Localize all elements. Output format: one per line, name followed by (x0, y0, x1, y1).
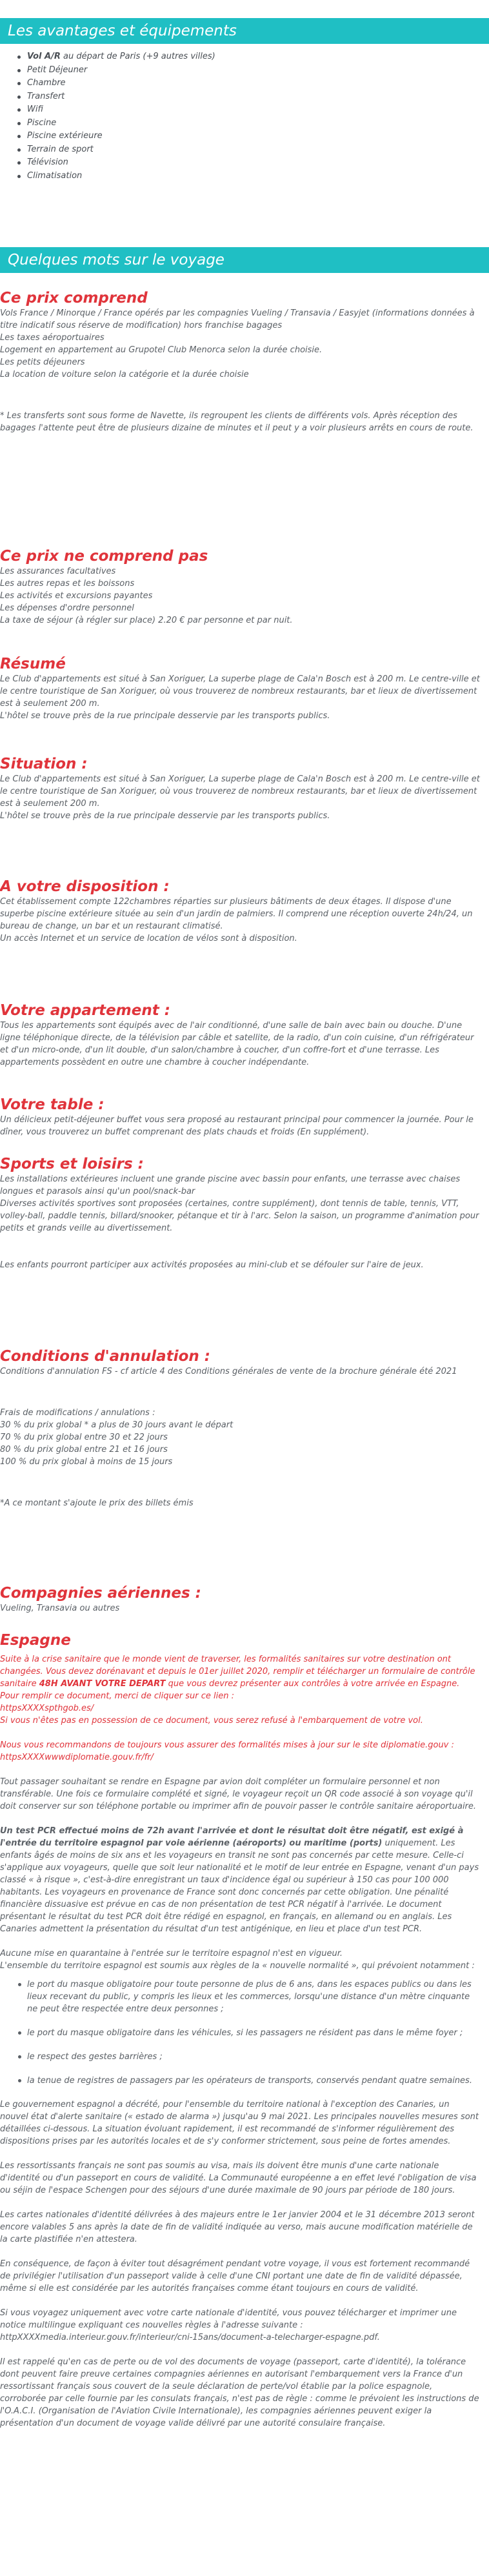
avantage-item-text: Terrain de sport (27, 144, 94, 154)
avantage-item (0, 64, 480, 77)
prix-ne-comprend-title: Ce prix ne comprend pas (0, 548, 208, 565)
disposition-text-2: Un accès Internet et un service de location de vélos sont à disposition. (0, 934, 297, 943)
avantage-item-text: Wifi (27, 105, 43, 114)
resume-text: Le Club d'appartements est situé à San Xoriguer, La superbe plage de Cala'n Bosch est à 200 m. Le centre-ville et le centre touristique de San Xoriguer, où vous trouverez de nombreux restaurants, bar et lieux de divertissement est à seulement 200 m. (0, 674, 480, 709)
avantage-item-text: Transfert (27, 91, 65, 101)
prix-comprend-line: La location de voiture selon la catégorie et la durée choisie (0, 370, 249, 379)
prix-comprend-line: Les petits déjeuners (0, 357, 85, 367)
prix-ne-comprend-line: Les activités et excursions payantes (0, 591, 153, 601)
prix-ne-comprend-line: La taxe de séjour (à régler sur place) 2.20 € par personne et par nuit. (0, 616, 293, 625)
espagne-p5: Le gouvernement espagnol a décrété, pour l'ensemble du territoire national à l'exception des Canaries, un nouvel état d'alerte sanitaire (« estado de alarma ») jusqu'au 9 mai 2021. Les principales nouvelles mesures sont détaillées ci-dessous. La situation évoluant rapidement, il est recommandé de s'informer régulièrement des dispositions prises par les autorités locales et de s'y conformer strictement, sous peine de fortes amendes. (0, 2100, 479, 2146)
espagne-p8: En conséquence, de façon à éviter tout désagrément pendant votre voyage, il vous est fortement recommandé de privilégier l'utilisation d'un passeport valide à celle d'une CNI portant une date de fin de validité dépassée, même si elle est considérée par les autorités françaises comme étant toujours en cours de validité. (0, 2259, 470, 2293)
avantage-item (0, 117, 480, 130)
espagne-p6: Les ressortissants français ne sont pas soumis au visa, mais ils doivent être munis d'une carte nationale d'identité ou d'un passeport en cours de validité. La Communauté européenne a en effet levé l'obligation de visa ou séjin de l'espace Schengen pour des séjours d'une durée maximale de 90 jours par période de 180 jours. (0, 2161, 477, 2195)
situation-title: Situation : (0, 756, 88, 772)
espagne-bullet: le respect des gestes barrières ; (0, 2051, 480, 2063)
compagnies-title: Compagnies aériennes : (0, 1585, 201, 1602)
table-section (0, 1096, 489, 1138)
espagne-alert-text: Suite à la crise sanitaire que le monde vient de traverser, les formalités sanitaires sur votre destination ont changées. Vous devez dorénavant et depuis le 01er juillet 2020, remplir et télécharger un formulaire de contrôle sanitaire (0, 1655, 475, 1689)
annulation-line: 70 % du prix global entre 30 et 22 jours (0, 1433, 168, 1442)
situation-text: Le Club d'appartements est situé à San Xoriguer, La superbe plage de Cala'n Bosch est à 200 m. Le centre-ville et le centre touristique de San Xoriguer, où vous trouverez de nombreux restaurants, bar et lieux de divertissement est à seulement 200 m. (0, 774, 480, 809)
annulation-line: 30 % du prix global * a plus de 30 jours avant le départ (0, 1420, 234, 1430)
sports-text: Les installations extérieures incluent une grande piscine avec bassin pour enfants, une terrasse avec chaises longues et parasols ainsi qu'un pool/snack-bar (0, 1174, 461, 1196)
avantages-list-container (0, 50, 489, 183)
annulation-line: 100 % du prix global à moins de 15 jours (0, 1457, 173, 1467)
section-header-avantages: Les avantages et équipements (0, 18, 489, 44)
resume-title: Résumé (0, 656, 66, 672)
annulation-line: Frais de modifications / annulations : (0, 1408, 155, 1418)
prix-comprend-line: Les taxes aéroportuaires (0, 333, 105, 343)
disposition-section (0, 878, 489, 945)
espagne-bullets (0, 1978, 480, 2087)
sports-section (0, 1155, 489, 1271)
annulation-line: 80 % du prix global entre 21 et 16 jours (0, 1445, 168, 1454)
espagne-p4: L'ensemble du territoire espagnol est soumis aux règles de la « nouvelle normalité », qui prévoient notamment : (0, 1961, 475, 1971)
avantage-item (0, 156, 480, 170)
avantages-list (0, 50, 480, 183)
avantage-item (0, 143, 480, 157)
annulation-title: Conditions d'annulation : (0, 1348, 210, 1365)
espagne-alert-end: que vous devrez présenter aux contrôles à votre arrivée en Espagne. (165, 1679, 460, 1689)
avantage-item (0, 170, 480, 183)
prix-ne-comprend-section (0, 547, 489, 627)
avantage-item-bold: Vol A/R (27, 52, 61, 61)
annulation-lines (0, 1407, 480, 1468)
compagnies-text: Vueling, Transavia ou autres (0, 1604, 120, 1613)
prix-comprend-line: Logement en appartement au Grupotel Club Menorca selon la durée choisie. (0, 345, 323, 355)
prix-comprend-title: Ce prix comprend (0, 290, 148, 307)
annulation-section (0, 1347, 489, 1509)
sports-text-2: Diverses activités sportives sont proposées (certaines, contre supplément), dont tennis de table, tennis, VTT, volley-ball, paddle tennis, billard/snooker, pétanque et tir à l'arc. Selon la saison, un programme d'animation pour petits et grands veille au divertissement. (0, 1199, 479, 1233)
espagne-p9: Si vous voyagez uniquement avec votre carte nationale d'identité, vous pouvez télécharger et imprimer une notice multilingue expliquant ces nouvelles règles à l'adresse suivante : httpXXXXmedia.interieur.gouv.fr/interieur/cni-15ans/document-a-telecharger-espagne.pdf. (0, 2308, 457, 2342)
avantage-item-text: Télévision (27, 157, 68, 167)
avantage-item-text: Chambre (27, 78, 66, 88)
espagne-section (0, 1631, 489, 2430)
table-text: Un délicieux petit-déjeuner buffet vous sera proposé au restaurant principal pour commencer la journée. Pour le dîner, vous trouverez un buffet comprenant des plats chauds et froids (En supplément). (0, 1115, 474, 1137)
espagne-p2-text: uniquement. Les enfants âgés de moins de six ans et les voyageurs en transit ne sont pas concernés par cette mesure. Celle-ci s'applique aux voyageurs, quelle que soit leur nationalité et le motif de leur entrée en Espagne, venant d'un pays classé « à risque », c'est-à-dire enregistrant un taux d'incidence égal ou supérieur à 150 cas pour 100 000 habitants. Les voyageurs en provenance de France sont donc concernés par cette obligation. Une pénalité financière dissuasive est prévue en cas de non présentation de test PCR négatif à l'arrivée. Le document présentant le résultat du test PCR doit être rédigé en espagnol, en français, en allemand ou en anglais. Les Canaries admettent la présentation du résultat d'un test antigénique, en lieu et place d'un test PCR. (0, 1838, 479, 1934)
prix-ne-comprend-line: Les assurances facultatives (0, 567, 116, 576)
avantage-item-text: Petit Déjeuner (27, 65, 88, 75)
espagne-diplomatie-link[interactable]: Nous vous recommandons de toujours vous assurer des formalités mises à jour sur le site diplomatie.gouv : httpsXXXXwwwdiplomatie.gouv.fr/fr/ (0, 1740, 454, 1762)
espagne-link[interactable]: httpsXXXXspthgob.es/ (0, 1704, 94, 1713)
appartement-section (0, 1001, 489, 1069)
avantage-item (0, 50, 480, 64)
prix-ne-comprend-lines (0, 565, 480, 627)
annulation-text: Conditions d'annulation FS - cf article 4 des Conditions générales de vente de la brochure générale été 2021 (0, 1367, 457, 1376)
espagne-alert (0, 1653, 480, 1690)
espagne-bullet: le port du masque obligatoire pour toute personne de plus de 6 ans, dans les espaces publics ou dans les lieux recevant du public, y compris les lieux et les commerces, lorsqu'une distance d'un mètre cinquante ne peut être respectée entre deux personnes ; (0, 1978, 480, 2015)
avantage-item (0, 130, 480, 143)
espagne-bullet: le port du masque obligatoire dans les véhicules, si les passagers ne résident pas dans le même foyer ; (0, 2027, 480, 2039)
espagne-p2 (0, 1825, 480, 1935)
resume-section (0, 655, 489, 722)
compagnies-section (0, 1584, 489, 1615)
espagne-p3: Aucune mise en quarantaine à l'entrée sur le territoire espagnol n'est en vigueur. (0, 1949, 343, 1958)
table-title: Votre table : (0, 1096, 105, 1113)
resume-text-2: L'hôtel se trouve près de la rue principale desservie par les transports publics. (0, 711, 330, 721)
sports-title: Sports et loisirs : (0, 1156, 144, 1172)
espagne-bullet: la tenue de registres de passagers par les opérateurs de transports, conservés pendant quatre semaines. (0, 2075, 480, 2087)
espagne-p7: Les cartes nationales d'identité délivrées à des majeurs entre le 1er janvier 2004 et le 31 décembre 2013 seront encore valables 5 ans après la date de fin de validité indiquée au verso, mais aucune modification matérielle de la carte plastifiée n'en attestera. (0, 2210, 475, 2244)
disposition-text: Cet établissement compte 122chambres réparties sur plusieurs bâtiments de deux étages. Il dispose d'une superbe piscine extérieure située au sein d'un jardin de palmiers. Il comprend une réception ouverte 24h/24, un bureau de change, un bar et un restaurant climatisé. (0, 897, 473, 931)
espagne-p1: Tout passager souhaitant se rendre en Espagne par avion doit compléter un formulaire personnel et non transférable. Une fois ce formulaire complété et signé, le voyageur reçoit un QR code associé à son voyage qu'il doit conserver sur son téléphone portable ou imprimer afin de pouvoir passer le contrôle sanitaire aéroportuaire. (0, 1777, 477, 1811)
appartement-text: Tous les appartements sont équipés avec de l'air conditionné, d'une salle de bain avec bain ou douche. D'une ligne téléphonique directe, de la télévision par câble et satellite, de la radio, d'un coin cuisine, d'un réfrigérateur et d'un micro-onde, d'un lit double, d'un salon/chambre à coucher, d'un coffre-fort et d'une terrasse. Les appartements possèdent en outre une chambre à coucher indépendante. (0, 1021, 474, 1067)
avantage-item (0, 90, 480, 104)
espagne-refus-warning: Si vous n'êtes pas en possession de ce document, vous serez refusé à l'embarquement de votre vol. (0, 1716, 423, 1726)
disposition-title: A votre disposition : (0, 878, 170, 895)
sports-text-3: Les enfants pourront participer aux activités proposées au mini-club et se défouler sur l'aire de jeux. (0, 1260, 424, 1270)
prix-comprend-line: Vols France / Minorque / France opérés par les compagnies Vueling / Transavia / Easyjet (informations données à titre indicatif sous réserve de modification) hors franchise bagages (0, 308, 475, 330)
section-header-mots: Quelques mots sur le voyage (0, 247, 489, 273)
avantage-item-text: Climatisation (27, 170, 83, 181)
prix-comprend-lines (0, 307, 480, 381)
espagne-alert-bold: 48H AVANT VOTRE DEPART (39, 1679, 166, 1689)
espagne-p10: Il est rappelé qu'en cas de perte ou de vol des documents de voyage (passeport, carte d'identité), la tolérance dont peuvent faire preuve certaines compagnies aériennes en autorisant l'embarquement vers la France d'un ressortissant français sous couvert de la seule déclaration de perte/vol établie par la police espagnole, corroborée par celle fournie par les consulats français, n'est pas de règle : comme le prévoient les instructions de l'O.A.C.I. (Organisation de l'Aviation Civile Internationale), les compagnies aériennes peuvent exiger la présentation d'un document de voyage valide délivré par une autorité consulaire française. (0, 2357, 479, 2428)
espagne-title: Espagne (0, 1632, 71, 1649)
appartement-title: Votre appartement : (0, 1002, 170, 1019)
espagne-link-intro: Pour remplir ce document, merci de cliquer sur ce lien : (0, 1691, 234, 1701)
annulation-note: *A ce montant s'ajoute le prix des billets émis (0, 1498, 194, 1508)
espagne-p2-bold: Un test PCR effectué moins de 72h avant l'arrivée et dont le résultat doit être négatif, est exigé à l'entrée du territoire espagnol par voie aérienne (aéroports) ou maritime (ports) (0, 1826, 464, 1848)
avantage-item (0, 103, 480, 117)
situation-section (0, 755, 489, 822)
avantage-item-text: au départ de Paris (+9 autres villes) (60, 52, 215, 61)
prix-ne-comprend-line: Les dépenses d'ordre personnel (0, 603, 134, 613)
transfert-note: * Les transferts sont sous forme de Navette, ils regroupent les clients de différents vols. Après réception des bagages l'attente peut être de plusieurs dizaine de minutes et il peut y a voir plusieurs arrêts en cours de route. (0, 411, 474, 433)
prix-ne-comprend-line: Les autres repas et les boissons (0, 579, 135, 589)
avantage-item (0, 77, 480, 90)
avantage-item-text: Piscine (27, 117, 57, 128)
situation-text-2: L'hôtel se trouve près de la rue principale desservie par les transports publics. (0, 811, 330, 821)
avantage-item-text: Piscine extérieure (27, 131, 103, 141)
prix-comprend-section (0, 289, 489, 434)
